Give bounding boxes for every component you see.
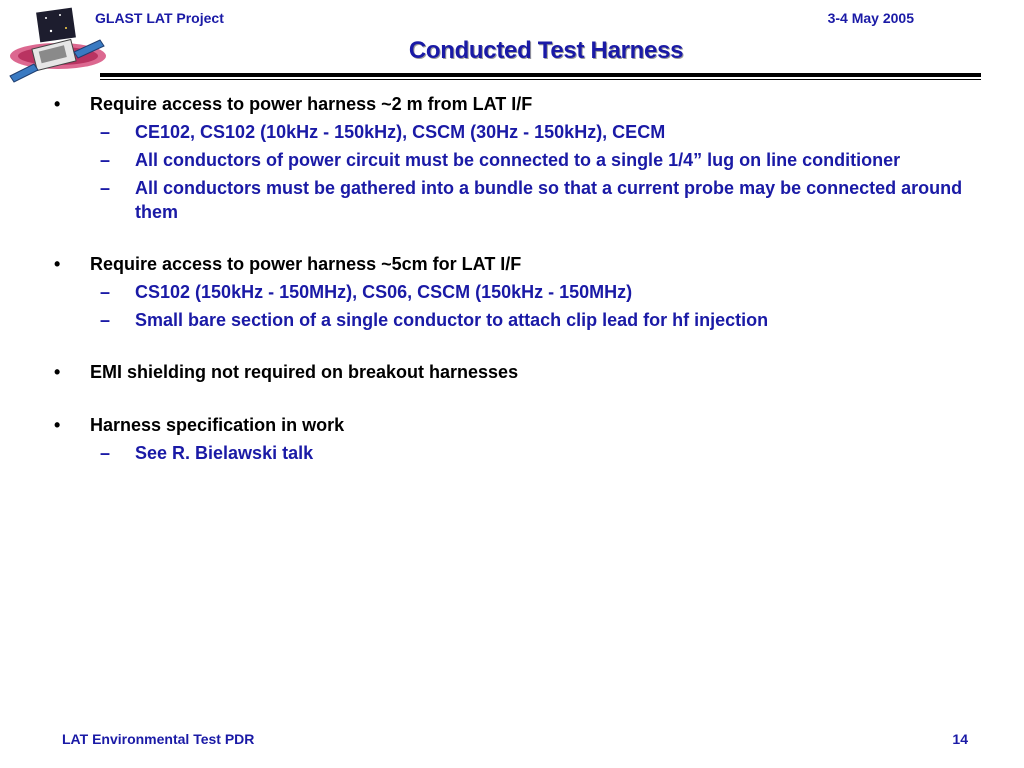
header-project: GLAST LAT Project (95, 10, 224, 26)
bullet-group (54, 360, 1004, 385)
title-divider-thin (100, 79, 981, 80)
sub-bullet-item: – All conductors of power circuit must be connected to a single 1/4” lug on line conditioner (100, 150, 901, 170)
header-date: 3-4 May 2005 (827, 10, 914, 26)
bullet-item: • Require access to power harness ~2 m from LAT I/F (54, 94, 533, 114)
bullet-group (54, 252, 1004, 332)
sub-bullet-item: – CE102, CS102 (10kHz - 150kHz), CSCM (30Hz - 150kHz), CECM (100, 122, 666, 142)
sub-bullet-item: – See R. Bielawski talk (100, 443, 314, 463)
bullet-group (54, 92, 1004, 224)
bullet-group (54, 413, 1004, 465)
sub-bullet-item: – CS102 (150kHz - 150MHz), CS06, CSCM (150kHz - 150MHz) (100, 282, 633, 302)
sub-bullet-item: – Small bare section of a single conductor to attach clip lead for hf injection (100, 310, 769, 330)
footer-title: LAT Environmental Test PDR (62, 731, 255, 747)
page-number: 14 (952, 731, 968, 747)
bullet-item: • Require access to power harness ~5cm for LAT I/F (54, 254, 522, 274)
bullet-item: • EMI shielding not required on breakout harnesses (54, 362, 519, 382)
slide-title: Conducted Test Harness (408, 37, 684, 64)
bullet-list (54, 92, 1004, 493)
sub-bullet-item: – All conductors must be gathered into a bundle so that a current probe may be connected around them (100, 178, 963, 222)
bullet-item: • Harness specification in work (54, 415, 345, 435)
title-divider-thick (100, 73, 981, 77)
